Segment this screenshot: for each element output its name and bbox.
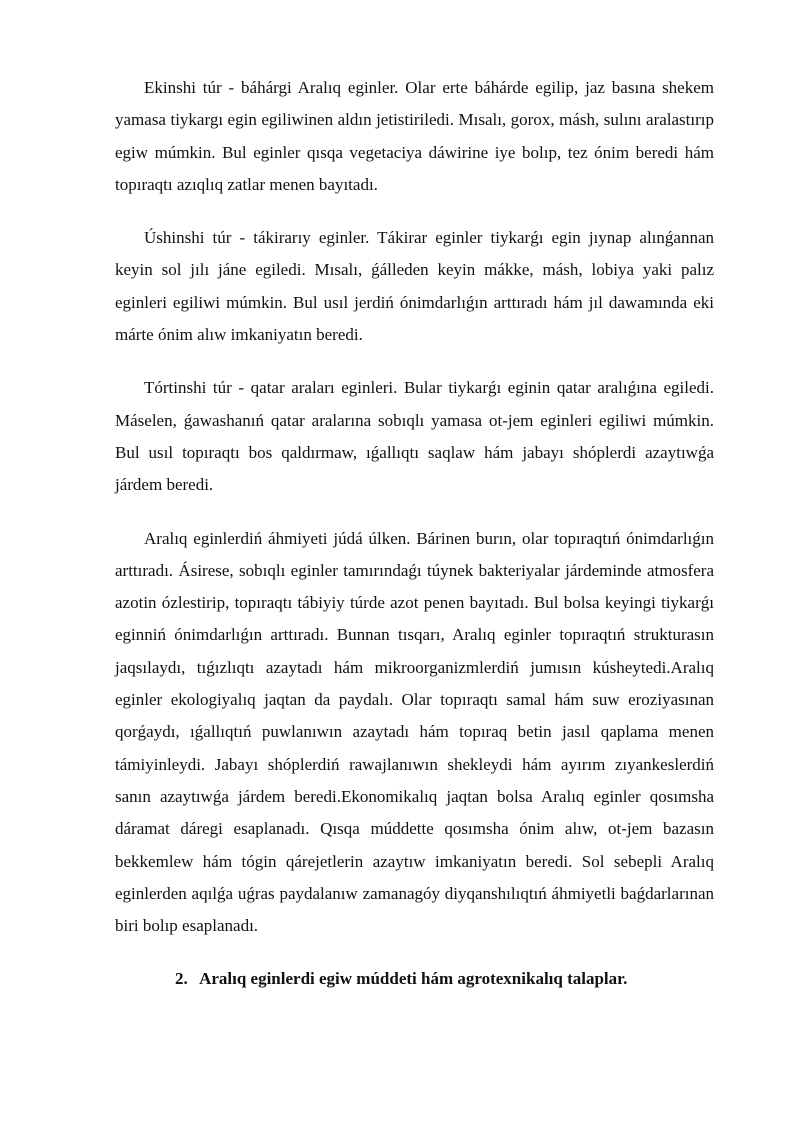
paragraph-repeat-crops: Úshinshi túr - tákirarıy eginler. Tákirar eginler tiykarǵı egin jıynap alınǵannan keyin sol jılı jáne egiledi. Mısalı, ǵálleden keyin mákke, másh, lobiya yaki palız eginleri egiliwi múmkin. Bul usıl jerdiń ónimdarlıǵın arttıradı hám jıl dawamında eki márte ónim alıw imkaniyatın beredi. [115, 228, 714, 345]
paragraph-importance: Aralıq eginlerdiń áhmiyeti júdá úlken. Bárinen burın, olar topıraqtıń ónimdarlıǵın arttıradı. Ásirese, sobıqlı eginler tamırındaǵı túynek bakteriyalar járdeminde atmosfera azotin ózlestirip, topıraqtı tábiyiy túrde azot penen bayıtadı. Bul bolsa keyingi tiykarǵı eginniń ónimdarlıǵın arttıradı. Bunnan tısqarı, Aralıq eginler topıraqtıń strukturasın jaqsılaydı, tıǵızlıqtı azaytadı hám mikroorganizmlerdiń jumısın kúsheytedi.Aralıq eginler ekologiyalıq jaqtan da paydalı. Olar topıraqtı samal hám suw eroziyasınan qorǵaydı, ıǵallıqtıń puwlanıwın azaytadı hám topıraq betin jasıl qaplama menen támiyinleydi. Jabayı shóplerdiń rawajlanıwın shekleydi hám ayırım zıyankeslerdiń sanın azaytıwǵa járdem beredi.Ekonomikalıq jaqtan bolsa Aralıq eginler qosımsha dáramat dáregi esaplanadı. Qısqa múddette qosımsha ónim alıw, ot-jem bazasın bekkemlew hám tógin qárejetlerin azaytıw imkaniyatın beredi. Sol sebepli Aralıq eginlerden aqılǵa uǵras paydalanıw zamanagóy diyqanshılıqtıń áhmiyetli baǵdarlarınan biri bolıp esaplanadı. [115, 528, 714, 936]
section-title: Aralıq eginlerdi egiw múddeti hám agrotexnikalıq talaplar. [199, 969, 628, 989]
paragraph-spring-intercrops: Ekinshi túr - báhárgi Aralıq eginler. Olar erte báhárde egilip, jaz basına shekem yamasa tiykargı egin egiliwinen aldın jetistiriledi. Mısalı, gorox, másh, sulını aralastırıp egiw múmkin. Bul eginler qısqa vegetaciya dáwirine iye bolıp, tez ónim beredi hám topıraqtı azıqlıq zatlar menen bayıtadı. [115, 78, 714, 194]
paragraph-row-spacing-crops: Tórtinshi túr - qatar araları eginleri. Bular tiykarǵı eginin qatar aralıǵına egiledi. Máselen, ǵawashanıń qatar aralarına sobıqlı yamasa ot-jem eginleri egiliwi múmkin. Bul usıl topıraqtı bos qaldırmaw, ıǵallıqtı saqlaw hám jabayı shóplerdi azaytıwǵa járdem beredi. [115, 378, 714, 495]
section-heading [115, 963, 714, 995]
section-number: 2. [175, 969, 188, 989]
